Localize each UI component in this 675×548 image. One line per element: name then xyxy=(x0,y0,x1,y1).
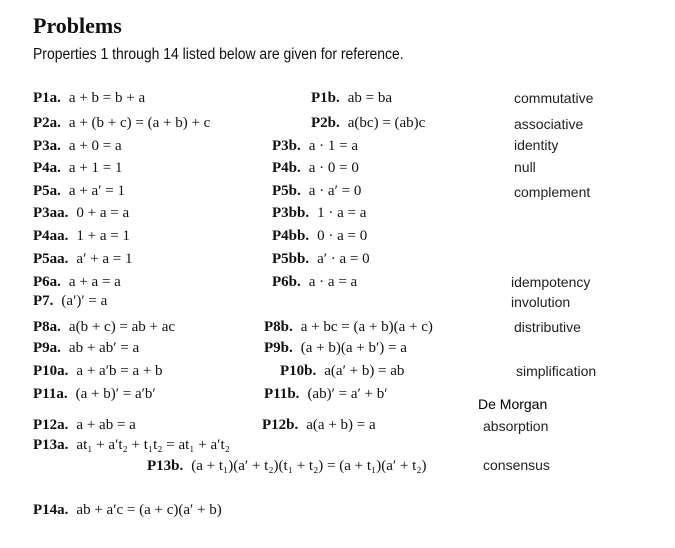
category-simplification: simplification xyxy=(516,363,597,379)
law-p5aa xyxy=(33,251,132,268)
law-label: P3a. xyxy=(33,138,61,154)
law-label: P9a. xyxy=(33,340,61,356)
law-label: P4bb. xyxy=(272,228,310,244)
law-label: P1b. xyxy=(311,90,340,106)
law-p9b xyxy=(264,340,407,357)
subtitle: Properties 1 through 14 listed below are given for reference. xyxy=(33,46,404,63)
law-expression: 0 · a = 0 xyxy=(317,228,368,244)
law-expression: a′ · a = 0 xyxy=(317,251,370,267)
category-absorption: absorption xyxy=(483,418,549,434)
category-de-morgan: De Morgan xyxy=(478,396,548,412)
law-expression: (a + b)(a + b′) = a xyxy=(300,340,407,356)
law-expression: 0 + a = a xyxy=(76,205,130,221)
law-label: P5b. xyxy=(272,183,301,199)
law-expression: a′ + a = 1 xyxy=(76,251,133,267)
law-expression: a + ab = a xyxy=(76,417,136,433)
law-expression: (ab)′ = a′ + b′ xyxy=(307,386,388,402)
law-p6a xyxy=(33,274,121,291)
law-expression: (a′)′ = a xyxy=(61,293,108,309)
law-p1a xyxy=(33,90,145,107)
law-p13b xyxy=(147,458,427,475)
law-expression: 1 + a = 1 xyxy=(76,228,130,244)
law-expression: (a + b)′ = a′b′ xyxy=(75,386,156,402)
law-p4aa xyxy=(33,228,130,245)
law-label: P13a. xyxy=(33,437,69,453)
law-p3bb xyxy=(272,205,366,222)
law-label: P6a. xyxy=(33,274,61,290)
category-distributive: distributive xyxy=(514,319,581,335)
law-p2b xyxy=(311,115,425,132)
law-label: P10a. xyxy=(33,363,69,379)
law-p4b xyxy=(272,160,359,177)
law-p3aa xyxy=(33,205,129,222)
law-p1b xyxy=(311,90,392,107)
law-expression: a(bc) = (ab)c xyxy=(347,115,426,131)
law-p12a xyxy=(33,417,136,434)
law-expression: a + b = b + a xyxy=(68,90,146,106)
category-associative: associative xyxy=(514,116,584,132)
law-label: P13b. xyxy=(147,458,184,474)
law-p10a xyxy=(33,363,163,380)
category-complement: complement xyxy=(514,184,591,200)
category-idempotency: idempotency xyxy=(511,274,591,290)
law-label: P3bb. xyxy=(272,205,310,221)
law-label: P5bb. xyxy=(272,251,310,267)
law-label: P7. xyxy=(33,293,54,309)
law-p11b xyxy=(264,386,388,403)
law-p12b xyxy=(262,417,376,434)
law-label: P12a. xyxy=(33,417,69,433)
law-label: P3b. xyxy=(272,138,301,154)
law-expression: a · a = a xyxy=(308,274,358,290)
law-label: P2a. xyxy=(33,115,61,131)
law-p14a xyxy=(33,502,222,519)
law-p13a xyxy=(33,437,230,454)
law-p3b xyxy=(272,138,358,155)
law-expression: ab = ba xyxy=(347,90,393,106)
law-label: P11a. xyxy=(33,386,68,402)
law-p6b xyxy=(272,274,357,291)
law-p9a xyxy=(33,340,139,357)
law-expression: a + 1 = 1 xyxy=(68,160,123,176)
law-expression: a · 1 = a xyxy=(308,138,359,154)
category-consensus: consensus xyxy=(483,457,550,473)
law-label: P4aa. xyxy=(33,228,69,244)
law-p5bb xyxy=(272,251,370,268)
category-identity: identity xyxy=(514,137,559,153)
law-expression: a(a + b) = a xyxy=(306,417,376,433)
law-label: P8b. xyxy=(264,319,293,335)
law-expression: at₁ + a′t₂ + t₁t₂ = at₁ + a′t₂ xyxy=(76,437,230,453)
law-p5b xyxy=(272,183,361,200)
law-expression: 1 · a = a xyxy=(317,205,367,221)
law-label: P10b. xyxy=(280,363,317,379)
law-p7 xyxy=(33,293,107,310)
law-expression: a + a′ = 1 xyxy=(68,183,125,199)
law-label: P5aa. xyxy=(33,251,69,267)
law-label: P8a. xyxy=(33,319,61,335)
law-label: P3aa. xyxy=(33,205,69,221)
law-p10b xyxy=(280,363,404,380)
law-p3a xyxy=(33,138,122,155)
law-label: P12b. xyxy=(262,417,299,433)
law-p8a xyxy=(33,319,175,336)
law-label: P9b. xyxy=(264,340,293,356)
law-expression: ab + a′c = (a + c)(a′ + b) xyxy=(76,502,222,518)
law-expression: a + (b + c) = (a + b) + c xyxy=(68,115,211,131)
law-expression: a + a′b = a + b xyxy=(76,363,163,379)
page-title: Problems xyxy=(33,13,122,38)
law-label: P4a. xyxy=(33,160,61,176)
law-p5a xyxy=(33,183,125,200)
law-label: P1a. xyxy=(33,90,61,106)
law-expression: a(b + c) = ab + ac xyxy=(68,319,176,335)
law-label: P11b. xyxy=(264,386,300,402)
category-commutative: commutative xyxy=(514,90,594,106)
law-expression: a + a = a xyxy=(68,274,121,290)
law-expression: a · a′ = 0 xyxy=(308,183,362,199)
category-null: null xyxy=(514,159,536,175)
law-p2a xyxy=(33,115,210,132)
law-p11a xyxy=(33,386,156,403)
law-label: P14a. xyxy=(33,502,69,518)
law-expression: (a + t₁)(a′ + t₂)(t₁ + t₂) = (a + t₁)(a′ + t₂) xyxy=(191,458,427,474)
law-p4bb xyxy=(272,228,367,245)
law-label: P4b. xyxy=(272,160,301,176)
law-expression: a + bc = (a + b)(a + c) xyxy=(300,319,433,335)
law-expression: a · 0 = 0 xyxy=(308,160,359,176)
category-involution: involution xyxy=(511,294,571,310)
law-p4a xyxy=(33,160,123,177)
law-expression: a + 0 = a xyxy=(68,138,122,154)
law-label: P2b. xyxy=(311,115,340,131)
law-label: P6b. xyxy=(272,274,301,290)
law-expression: a(a′ + b) = ab xyxy=(324,363,405,379)
law-expression: ab + ab′ = a xyxy=(68,340,140,356)
law-p8b xyxy=(264,319,433,336)
law-label: P5a. xyxy=(33,183,61,199)
